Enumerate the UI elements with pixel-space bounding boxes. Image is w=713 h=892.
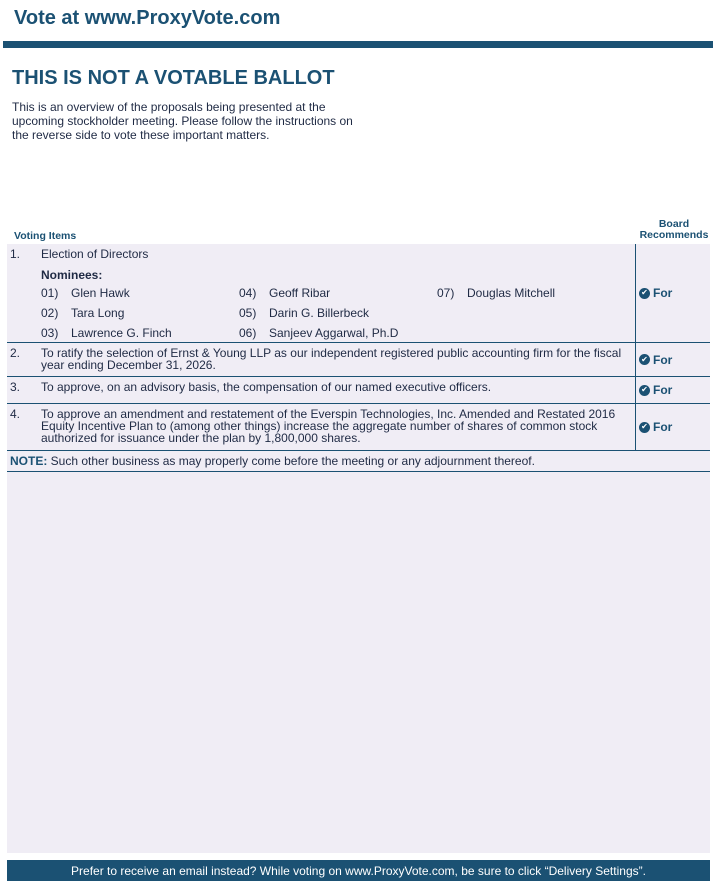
nominee-name: Darin G. Billerbeck <box>269 306 370 320</box>
note-row <box>7 451 710 472</box>
nominee-name: Lawrence G. Finch <box>71 326 172 340</box>
recommendation-label: For <box>653 352 673 367</box>
item-text: Election of Directors <box>41 247 149 261</box>
recommendation-label: For <box>653 420 673 434</box>
check-circle-icon: ✔ <box>639 354 650 365</box>
board-recommends-line2: Recommends <box>639 229 709 241</box>
ballot-intro: This is an overview of the proposals being presented at the upcoming stockholder meeting. Please follow the instructions on the reverse side to vote these important matters. <box>12 100 353 142</box>
header-divider <box>3 41 713 48</box>
nominee-name: Tara Long <box>71 306 125 320</box>
check-circle-icon: ✔ <box>639 288 650 299</box>
nominee-name: Sanjeev Aggarwal, Ph.D <box>269 326 399 340</box>
note-label: NOTE: <box>10 454 48 468</box>
item-text: To ratify the selection of Ernst & Young LLP as our independent registered public accounting firm for the fiscal year ending December 31, 2026. <box>41 346 622 372</box>
nominee-name: Geoff Ribar <box>269 286 331 300</box>
board-recommendation <box>635 377 710 403</box>
item-number: 3. <box>10 380 21 394</box>
header-title: Vote at www.ProxyVote.com <box>14 7 281 29</box>
recommendation-label: For <box>653 383 673 397</box>
voting-items-table <box>7 244 710 472</box>
ballot-title: THIS IS NOT A VOTABLE BALLOT <box>12 67 335 89</box>
voting-item-3 <box>7 377 710 404</box>
nominee-name: Douglas Mitchell <box>467 286 556 300</box>
item-text: To approve an amendment and restatement of the Everspin Technologies, Inc. Amended and Restated 2016 Equity Incentive Plan to (among other things) increase the aggregate number of shares of common stock authorized for issuance under the plan by 1,800,000 shares. <box>41 407 616 445</box>
nominee-number: 07) <box>437 286 455 300</box>
item-number: 4. <box>10 407 21 421</box>
footer-banner <box>7 860 710 881</box>
board-recommends-line1: Board <box>658 218 690 230</box>
nominee-number: 04) <box>239 286 257 300</box>
nominee-number: 05) <box>239 306 257 320</box>
board-recommends-header <box>638 219 710 241</box>
footer-text: Prefer to receive an email instead? While voting on www.ProxyVote.com, be sure to click “Delivery Settings”. <box>71 863 646 878</box>
item-number: 1. <box>10 247 21 261</box>
board-recommendation <box>635 343 710 376</box>
check-circle-icon: ✔ <box>639 422 650 433</box>
nominee-number: 03) <box>41 326 59 340</box>
nominee-number: 02) <box>41 306 59 320</box>
nominee-name: Glen Hawk <box>71 286 130 300</box>
voting-items-header: Voting Items <box>14 230 77 242</box>
nominees-label: Nominees: <box>41 268 103 282</box>
voting-item-4 <box>7 404 710 451</box>
voting-item-1 <box>7 244 710 343</box>
nominee-list <box>7 286 635 346</box>
note-text: Such other business as may properly come before the meeting or any adjournment thereof. <box>47 454 535 468</box>
check-circle-icon: ✔ <box>639 385 650 396</box>
nominee-number: 06) <box>239 326 257 340</box>
item-text: To approve, on an advisory basis, the compensation of our named executive officers. <box>41 380 492 394</box>
item-number: 2. <box>10 346 21 360</box>
voting-item-2 <box>7 343 710 377</box>
board-recommendation <box>635 244 710 342</box>
recommendation-label: For <box>653 286 673 300</box>
board-recommendation <box>635 404 710 450</box>
nominee-number: 01) <box>41 286 59 300</box>
blank-area <box>7 472 710 853</box>
